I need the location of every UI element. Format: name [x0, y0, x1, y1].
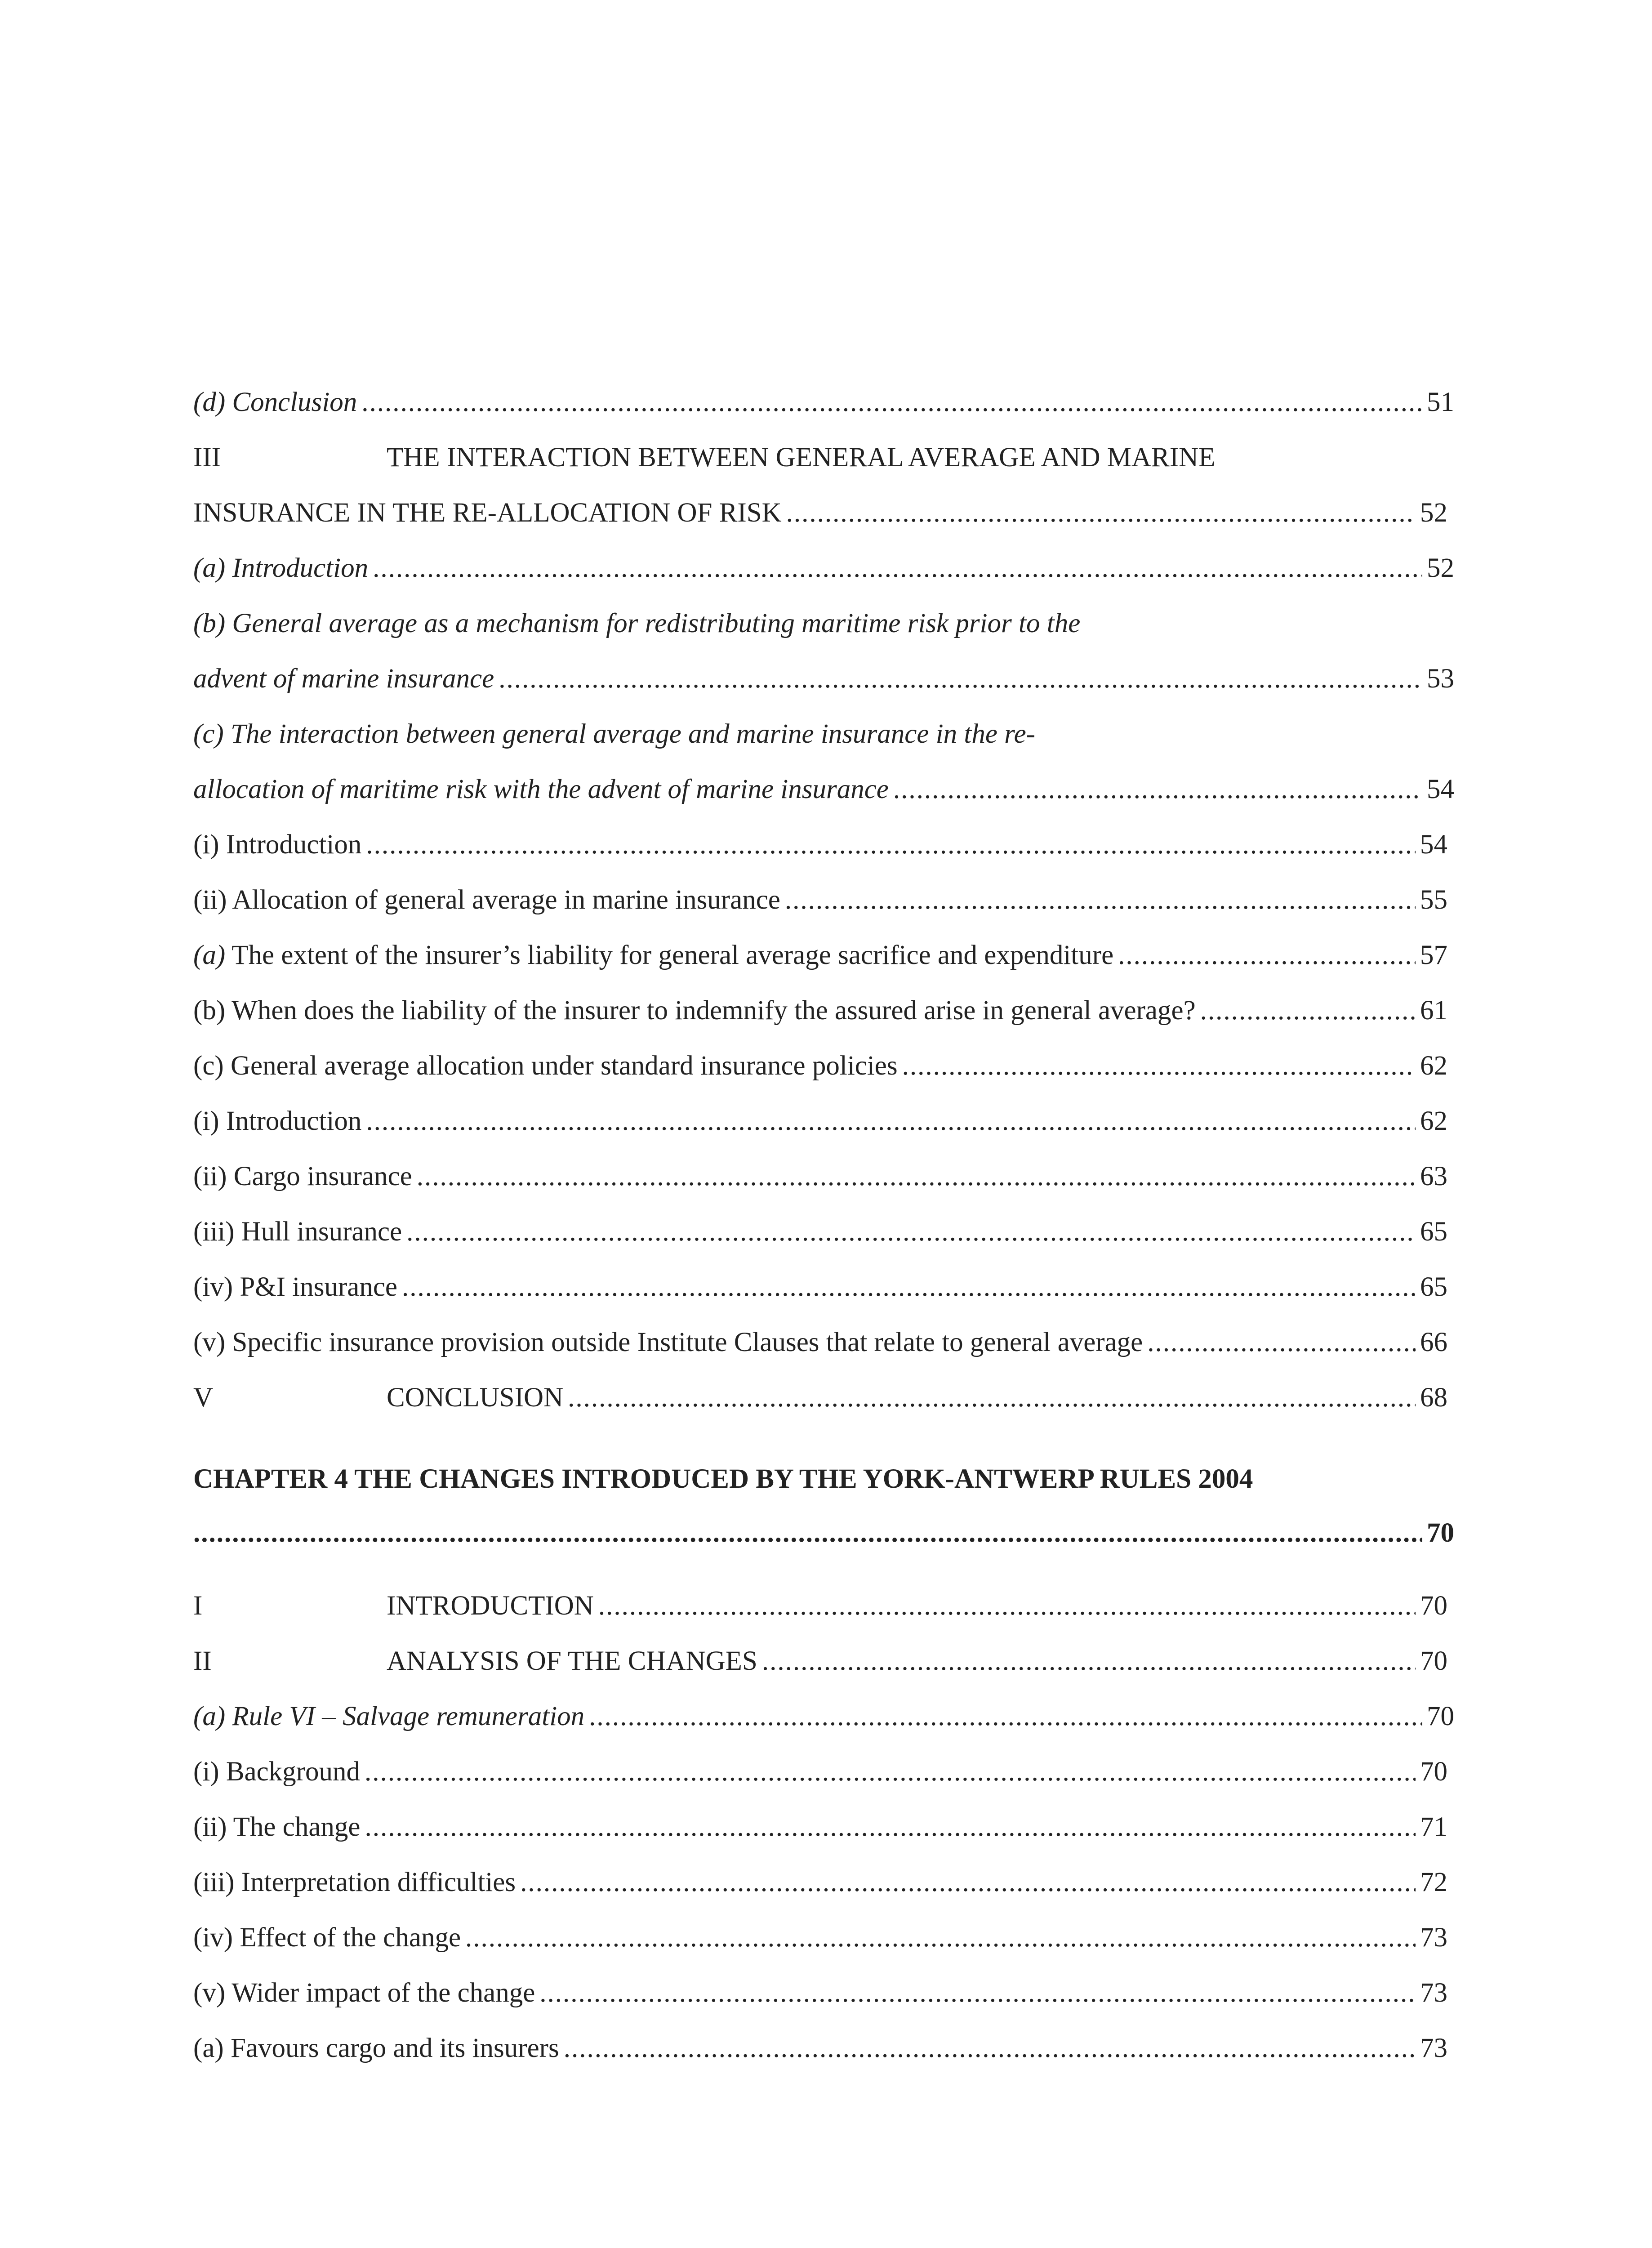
toc-entry-text: (iv) Effect of the change [193, 1922, 461, 1953]
toc-entry-text: (d) Conclusion [193, 387, 357, 417]
toc-entry-intro-i [193, 822, 1447, 867]
toc-entry-interpretation [193, 1860, 1447, 1905]
toc-page-number: 52 [1427, 553, 1454, 583]
toc-entry-allocation-c [193, 1044, 1447, 1088]
toc-page-number: 51 [1427, 387, 1454, 417]
toc-entry-text: (c) General average allocation under standard insurance policies [193, 1051, 898, 1081]
dot-leader [1118, 933, 1416, 978]
toc-entry-text: (ii) Allocation of general average in marine insurance [193, 885, 780, 915]
section-title: THE INTERACTION BETWEEN GENERAL AVERAGE AND MARINE [387, 442, 1216, 473]
dot-leader [1200, 988, 1416, 1033]
toc-entry-text: (iii) Hull insurance [193, 1217, 402, 1247]
chapter-heading-leader [193, 1511, 1454, 1556]
toc-page-number: 73 [1420, 1978, 1447, 2008]
dot-leader [1147, 1320, 1416, 1365]
toc-entry-text: (v) Specific insurance provision outside Institute Clauses that relate to general average [193, 1327, 1143, 1357]
dot-leader [786, 491, 1416, 535]
toc-page-number: 62 [1420, 1051, 1447, 1081]
toc-entry-pi [193, 1265, 1447, 1310]
dot-leader [762, 1639, 1416, 1684]
toc-heading-v [193, 1375, 1447, 1420]
section-title: ANALYSIS OF THE CHANGES [387, 1646, 757, 1676]
toc-heading-ii [193, 1639, 1447, 1684]
toc-page-number: 55 [1420, 885, 1447, 915]
toc-entry-text: (a) Rule VI – Salvage remuneration [193, 1701, 585, 1731]
toc-entry-specific [193, 1320, 1447, 1365]
toc-entry-extent [193, 933, 1447, 978]
toc-page-number: 66 [1420, 1327, 1447, 1357]
toc-entry-text [193, 933, 1113, 978]
toc-entry-hull [193, 1209, 1447, 1254]
dot-leader [568, 1375, 1416, 1420]
section-title-continued: INSURANCE IN THE RE-ALLOCATION OF RISK [193, 498, 782, 528]
dot-leader [564, 2026, 1416, 2071]
toc-entry-text: (ii) The change [193, 1812, 361, 1842]
toc-page-number: 61 [1420, 995, 1447, 1026]
toc-entry-background [193, 1749, 1447, 1794]
dot-leader [465, 1915, 1416, 1960]
toc-entry-change [193, 1805, 1447, 1850]
dot-leader [406, 1209, 1416, 1254]
toc-page-number: 73 [1420, 1922, 1447, 1953]
toc-entry-text: (iv) P&I insurance [193, 1272, 397, 1302]
section-number: I [193, 1591, 203, 1621]
dot-leader [499, 656, 1422, 701]
dot-leader [417, 1154, 1416, 1199]
toc-page-number: 73 [1420, 2033, 1447, 2063]
dot-leader [361, 380, 1422, 425]
section-title: CONCLUSION [387, 1383, 564, 1413]
dot-leader [402, 1265, 1416, 1310]
dot-leader [365, 1805, 1416, 1850]
toc-page-number: 62 [1420, 1106, 1447, 1136]
toc-page-number: 70 [1427, 1701, 1454, 1731]
toc-page-number: 70 [1420, 1591, 1447, 1621]
toc-page-number: 70 [1420, 1757, 1447, 1787]
toc-entry-when [193, 988, 1447, 1033]
toc-entry-prefix: (a) [193, 940, 226, 970]
toc-entry-interaction-line2 [193, 767, 1454, 812]
toc-entry-text: (i) Introduction [193, 830, 362, 860]
dot-leader [366, 822, 1416, 867]
toc-entry-favours [193, 2026, 1447, 2071]
toc-page-number: 65 [1420, 1217, 1447, 1247]
dot-leader [366, 1099, 1416, 1144]
toc-page-number: 65 [1420, 1272, 1447, 1302]
chapter-heading: CHAPTER 4 THE CHANGES INTRODUCED BY THE YORK-ANTWERP RULES 2004 [193, 1464, 1253, 1494]
section-number: III [193, 442, 221, 473]
toc-entry-interaction-line1: (c) The interaction between general average and marine insurance in the re- [193, 719, 1036, 749]
toc-entry-text: (a) Introduction [193, 553, 369, 583]
dot-leader [193, 1511, 1422, 1556]
toc-page-number: 68 [1420, 1383, 1447, 1413]
toc-entry-text: (i) Background [193, 1757, 360, 1787]
toc-entry-text: (ii) Cargo insurance [193, 1161, 412, 1191]
toc-page-number: 54 [1427, 774, 1454, 804]
toc-entry-rule-vi [193, 1694, 1454, 1739]
toc-page-number: 70 [1420, 1646, 1447, 1676]
toc-entry-body: The extent of the insurer’s liability for general average sacrifice and expenditure [225, 940, 1114, 970]
toc-page-number: 72 [1420, 1867, 1447, 1897]
dot-leader [539, 1971, 1416, 2016]
toc-page-number: 57 [1420, 940, 1447, 970]
toc-entry-text: (b) When does the liability of the insurer to indemnify the assured arise in general average? [193, 995, 1196, 1026]
toc-page-number: 54 [1420, 830, 1447, 860]
toc-entry-text: advent of marine insurance [193, 664, 494, 694]
toc-entry-text: allocation of maritime risk with the advent of marine insurance [193, 774, 889, 804]
section-title: INTRODUCTION [387, 1591, 594, 1621]
toc-entry-conclusion [193, 380, 1454, 425]
toc-entry-text: (a) Favours cargo and its insurers [193, 2033, 559, 2063]
toc-entry-allocation-ii [193, 878, 1447, 923]
toc-entry-text: (iii) Interpretation difficulties [193, 1867, 516, 1897]
toc-page-number: 53 [1427, 664, 1454, 694]
toc-entry-introduction [193, 546, 1454, 591]
toc-page-number: 70 [1427, 1518, 1454, 1548]
toc-entry-ga-mechanism-line2 [193, 656, 1454, 701]
toc-entry-wider [193, 1971, 1447, 2016]
section-number: II [193, 1646, 212, 1676]
dot-leader [785, 878, 1416, 923]
toc-entry-ga-mechanism-line1: (b) General average as a mechanism for redistributing maritime risk prior to the [193, 608, 1081, 638]
dot-leader [893, 767, 1422, 812]
dot-leader [589, 1694, 1422, 1739]
dot-leader [373, 546, 1422, 591]
toc-entry-intro-i2 [193, 1099, 1447, 1144]
dot-leader [598, 1583, 1416, 1628]
section-number: V [193, 1383, 214, 1413]
dot-leader [520, 1860, 1416, 1905]
toc-entry-text: (i) Introduction [193, 1106, 362, 1136]
toc-heading-iii-line2 [193, 491, 1447, 535]
toc-page-number: 71 [1420, 1812, 1447, 1842]
toc-page-number: 52 [1420, 498, 1447, 528]
toc-entry-cargo [193, 1154, 1447, 1199]
toc-page-number: 63 [1420, 1161, 1447, 1191]
dot-leader [902, 1044, 1416, 1088]
toc-heading-iii-line1 [193, 435, 1215, 480]
dot-leader [365, 1749, 1416, 1794]
toc-entry-text: (v) Wider impact of the change [193, 1978, 535, 2008]
toc-heading-i [193, 1583, 1447, 1628]
toc-entry-effect [193, 1915, 1447, 1960]
